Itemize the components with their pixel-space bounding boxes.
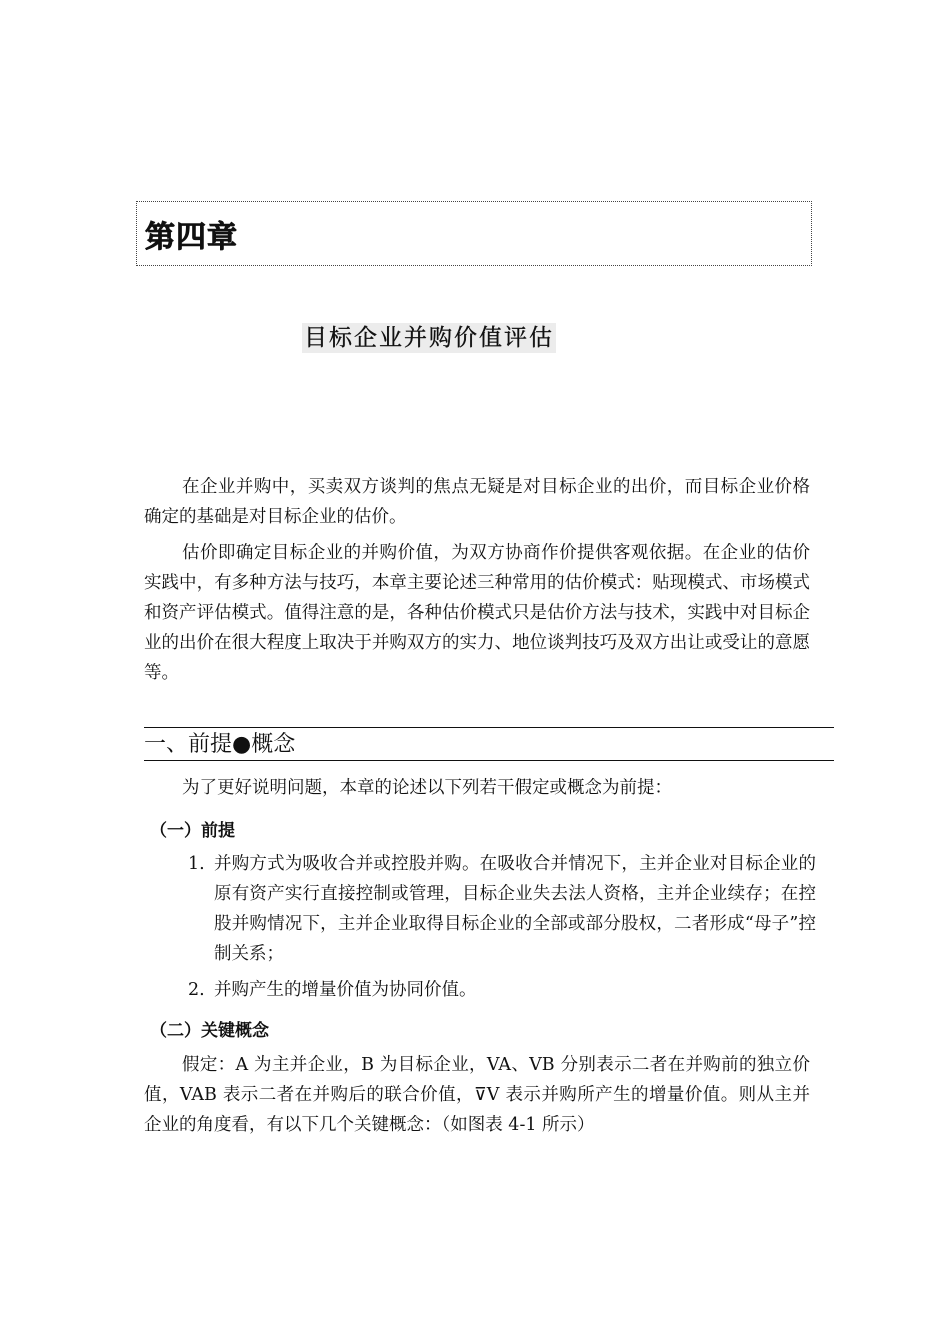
section-rule-bottom [144,760,834,761]
list-number: 2. [188,980,205,1000]
intro-paragraph-2: 估价即确定目标企业的并购价值，为双方协商作价提供客观依据。在企业的估价实践中，有多种方法与技巧，本章主要论述三种常用的估价模式：贴现模式、市场模式和资产评估模式。值得注意的是，各种估价模式只是估价方法与技术，实践中对目标企业的出价在很大程度上取决于并购双方的实力、地位谈判技巧及双方出让或受让的意愿等。 [144,543,810,683]
intro-paragraph-1: 在企业并购中，买卖双方谈判的焦点无疑是对目标企业的出价，而目标企业价格确定的基础是对目标企业的估价。 [144,477,810,527]
list-text: 并购产生的增量价值为协同价值。 [214,980,477,1000]
chapter-title: 第四章 [145,220,238,255]
list-item [188,849,816,969]
list-text: 并购方式为吸收合并或控股并购。在吸收合并情况下，主并企业对目标企业的原有资产实行直接控制或管理，目标企业失去法人资格，主并企业续存；在控股并购情况下，主并企业取得目标企业的全部或部分股权，二者形成“母子”控制关系； [214,854,816,964]
chapter-box [136,201,812,266]
assumption-paragraph: 假定：A 为主并企业，B 为目标企业，VA、VB 分别表示二者在并购前的独立价值，VAB 表示二者在并购后的联合价值，⊽V 表示并购所产生的增量价值。则从主并企业的角度看，有以下几个关键概念：（如图表 4-1 所示） [144,1055,810,1135]
sub-heading-premise: （一）前提 [150,821,235,841]
list-number: 1. [188,854,205,874]
sub-heading-key-concepts: （二）关键概念 [150,1021,269,1041]
section-heading: 一、前提●概念 [144,732,296,757]
section-lead: 为了更好说明问题，本章的论述以下列若干假定或概念为前提： [182,778,672,798]
section-rule-top [144,727,834,728]
page-subtitle: 目标企业并购价值评估 [304,325,554,351]
list-item [188,975,816,1005]
